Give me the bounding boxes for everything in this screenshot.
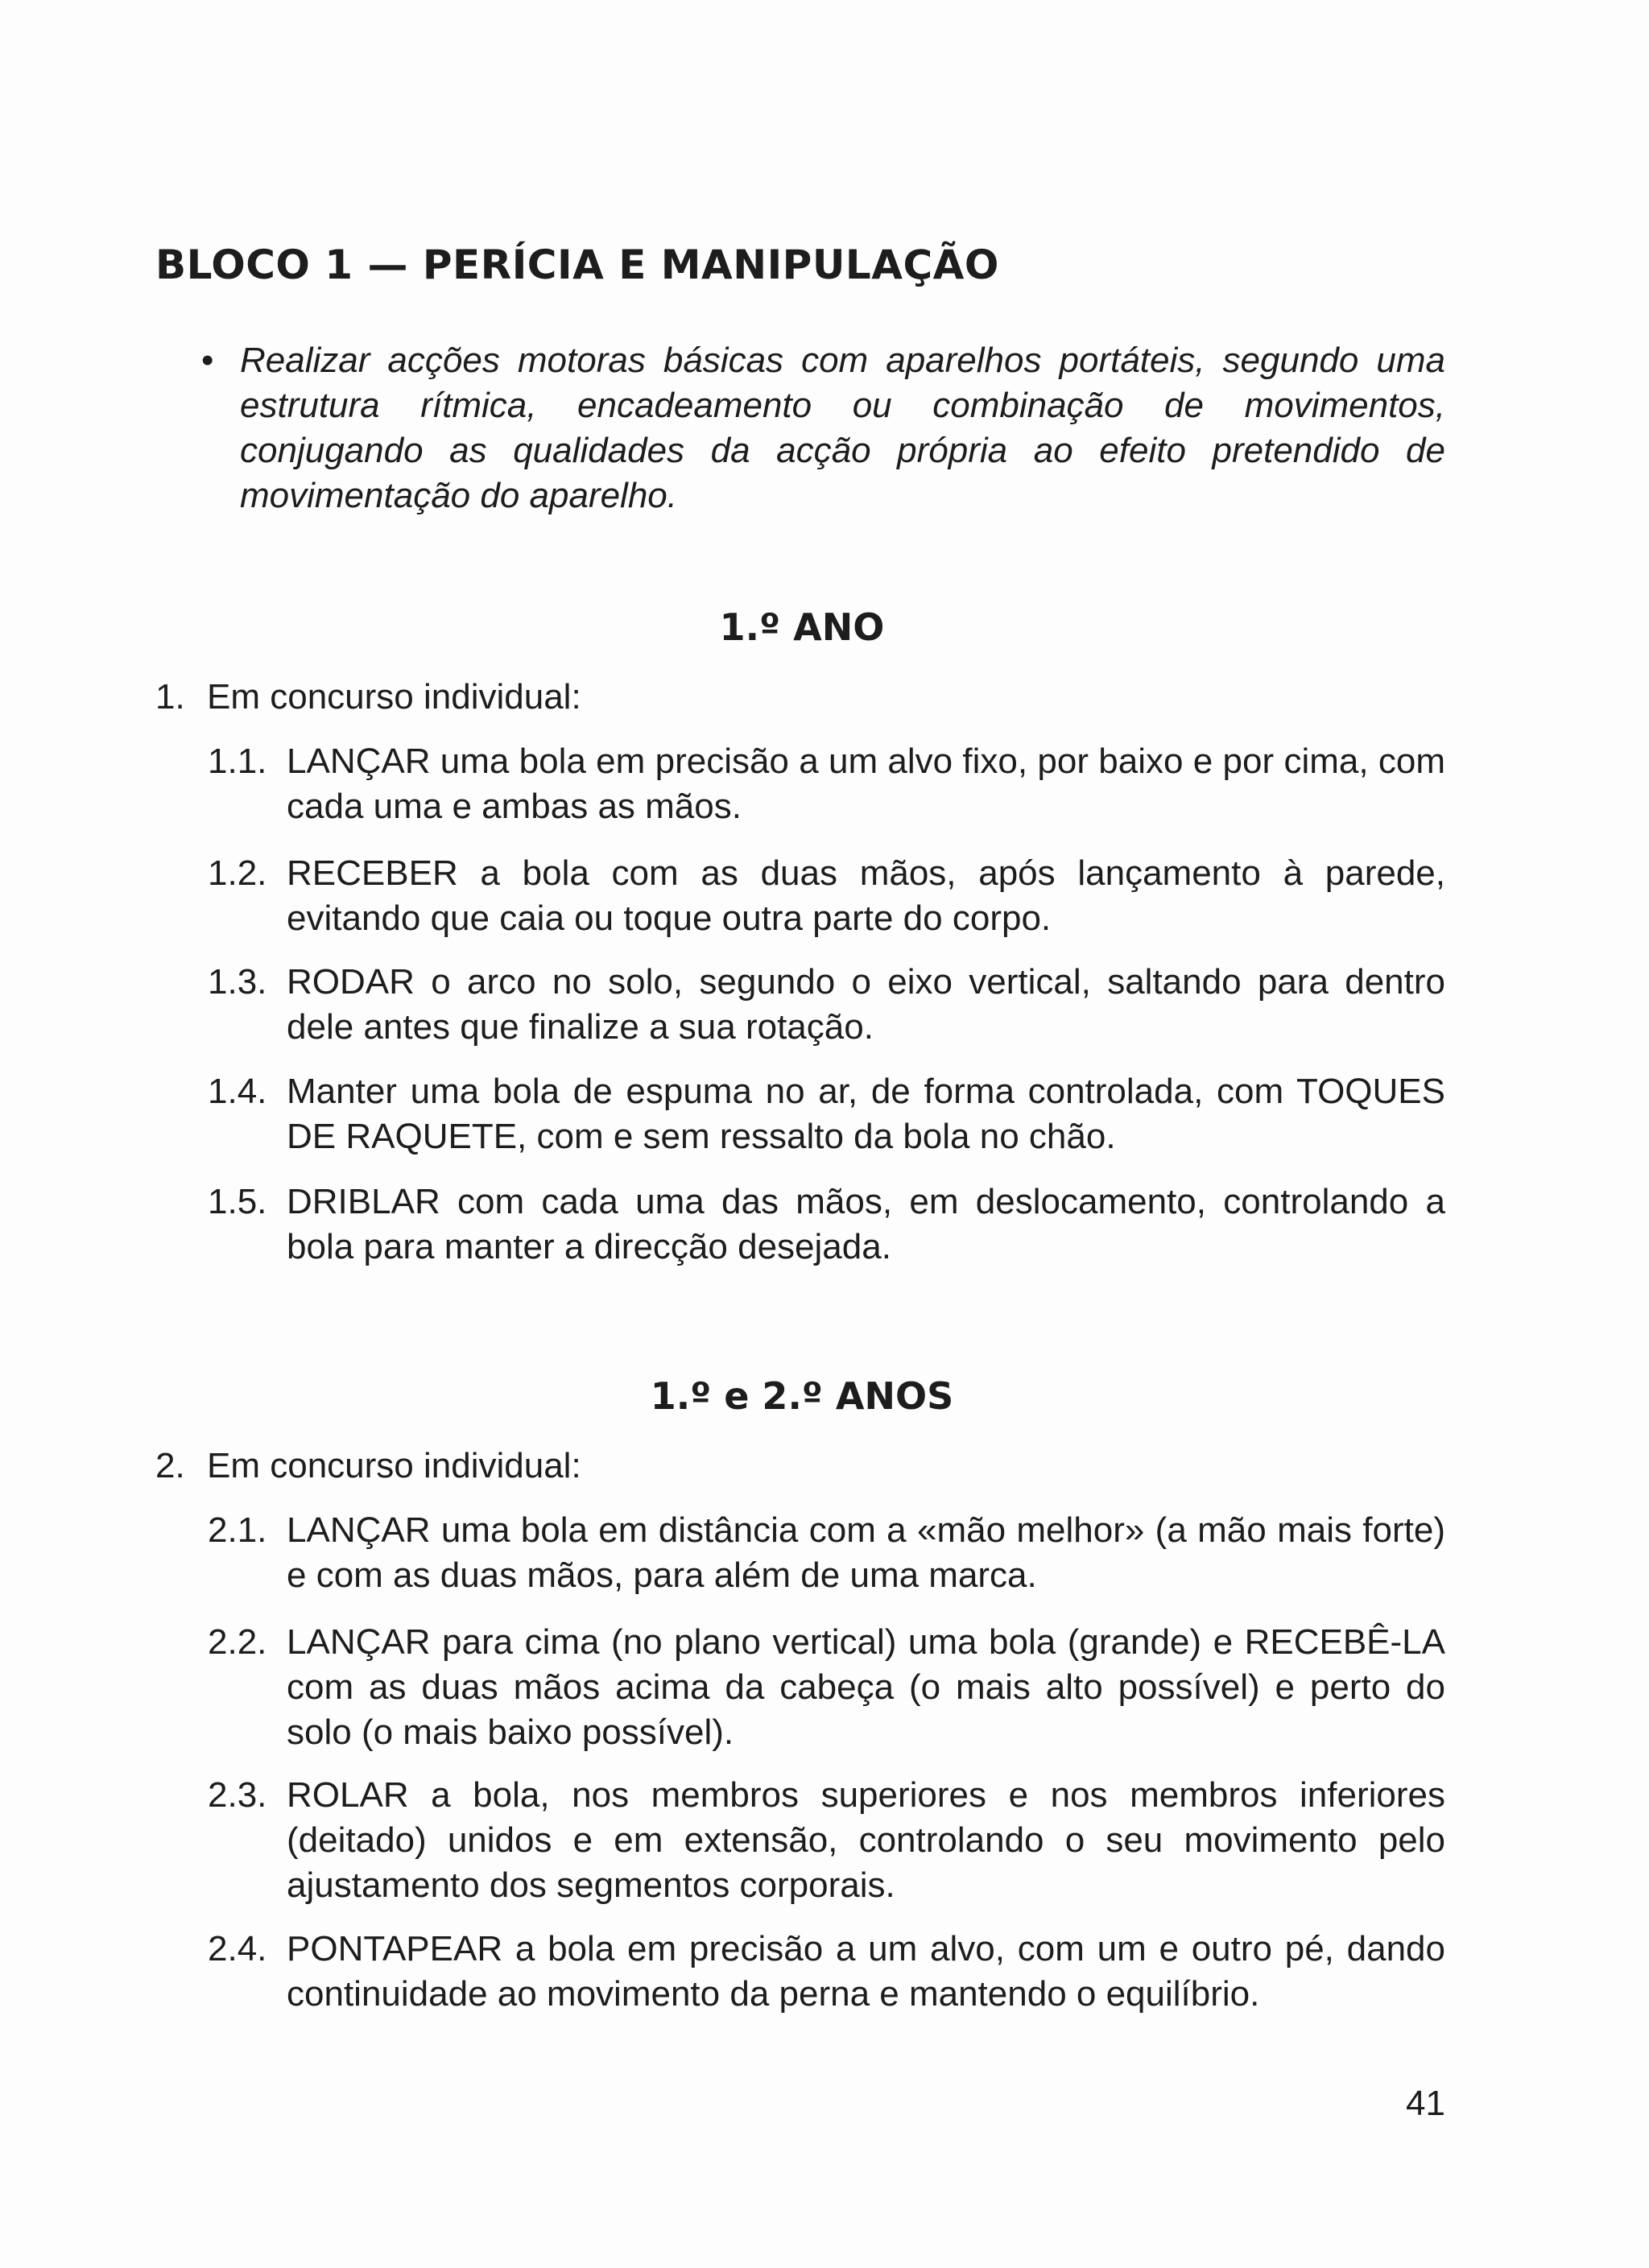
group-number: 2. <box>155 1446 185 1485</box>
objective-text: Realizar acções motoras básicas com aparelhos portáteis, segundo uma estrutura rítmica, encadeamento ou combinação de movimentos, conjugando as qualidades da acção própria ao efeito pretendido de movimentação do aparelho. <box>240 341 1445 515</box>
group-number: 1. <box>155 677 185 717</box>
item-number: 2.3. <box>208 1775 267 1815</box>
bullet-icon: • <box>201 341 214 380</box>
group-label-1 <box>155 675 581 720</box>
item-text: RECEBER a bola com as duas mãos, após lançamento à parede, evitando que caia ou toque outra parte do corpo. <box>287 853 1445 938</box>
group-label-2 <box>155 1444 581 1489</box>
item-number: 2.1. <box>208 1510 267 1550</box>
item-number: 1.3. <box>208 962 267 1002</box>
list-item <box>208 851 1445 941</box>
list-item <box>208 1620 1445 1755</box>
list-item <box>208 1927 1445 2017</box>
item-text: LANÇAR uma bola em distância com a «mão melhor» (a mão mais forte) e com as duas mãos, para além de uma marca. <box>287 1510 1445 1595</box>
item-text: RODAR o arco no solo, segundo o eixo vertical, saltando para dentro dele antes que finalize a sua rotação. <box>287 962 1445 1047</box>
item-number: 1.5. <box>208 1182 267 1221</box>
item-text: Manter uma bola de espuma no ar, de forma controlada, com TOQUES DE RAQUETE, com e sem ressalto da bola no chão. <box>287 1072 1445 1156</box>
item-text: PONTAPEAR a bola em precisão a um alvo, com um e outro pé, dando continuidade ao movimento da perna e mantendo o equilíbrio. <box>287 1929 1445 2014</box>
item-number: 1.2. <box>208 853 267 893</box>
page-number: 41 <box>1406 2084 1445 2123</box>
block-title: BLOCO 1 — PERÍCIA E MANIPULAÇÃO <box>155 242 999 288</box>
list-item <box>208 1179 1445 1270</box>
section-heading-year-1: 1.º ANO <box>719 605 885 649</box>
objective-bullet-item <box>201 338 1445 518</box>
item-text: LANÇAR para cima (no plano vertical) uma bola (grande) e RECEBÊ-LA com as duas mãos acima da cabeça (o mais alto possível) e perto do solo (o mais baixo possível). <box>287 1622 1445 1752</box>
group-label-text: Em concurso individual: <box>207 1446 581 1485</box>
item-number: 2.2. <box>208 1622 267 1662</box>
item-text: LANÇAR uma bola em precisão a um alvo fixo, por baixo e por cima, com cada uma e ambas as mãos. <box>287 742 1445 826</box>
item-text: ROLAR a bola, nos membros superiores e nos membros inferiores (deitado) unidos e em extensão, controlando o seu movimento pelo ajustamento dos segmentos corporais. <box>287 1775 1445 1905</box>
item-text: DRIBLAR com cada uma das mãos, em deslocamento, controlando a bola para manter a direcção desejada. <box>287 1182 1445 1266</box>
item-number: 2.4. <box>208 1929 267 1968</box>
item-number: 1.4. <box>208 1072 267 1111</box>
list-item <box>208 1508 1445 1598</box>
group-label-text: Em concurso individual: <box>207 677 581 717</box>
item-number: 1.1. <box>208 742 267 781</box>
list-item <box>208 739 1445 829</box>
list-item <box>208 1069 1445 1159</box>
section-heading-years-1-2: 1.º e 2.º ANOS <box>650 1374 954 1418</box>
list-item <box>208 960 1445 1050</box>
list-item <box>208 1773 1445 1908</box>
